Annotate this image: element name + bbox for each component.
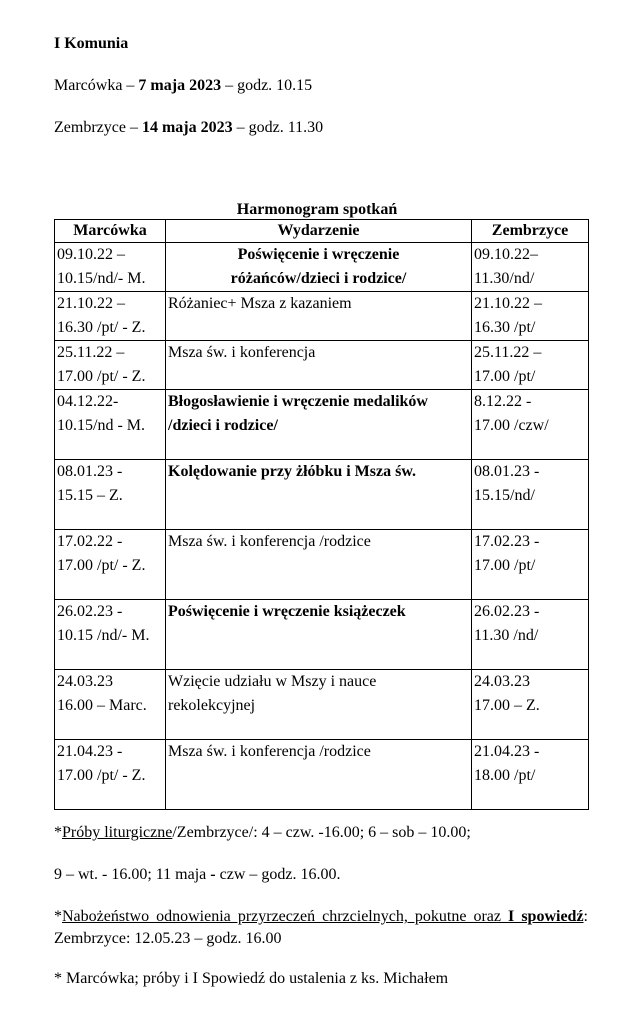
- place-name: Zembrzyce: [54, 119, 126, 136]
- event-cell: Wzięcie udziału w Mszy i nauce rekolekcyjnej: [166, 670, 472, 740]
- document-title: I Komunia: [54, 35, 129, 52]
- separator: –: [122, 77, 139, 94]
- zembrzyce-cell: 08.01.23 - 15.15/nd/: [472, 460, 589, 530]
- table-row: [55, 740, 589, 810]
- marcowka-cell: 09.10.22 – 10.15/nd/- M.: [55, 243, 166, 292]
- communion-date: 7 maja 2023: [138, 77, 222, 94]
- table-row: [55, 530, 589, 600]
- zembrzyce-cell: 09.10.22– 11.30/nd/: [472, 243, 589, 292]
- marcowka-cell: 24.03.23 16.00 – Marc.: [55, 670, 166, 740]
- event-cell: Poświęcenie i wręczenie różańców/dzieci i rodzice/: [166, 243, 472, 292]
- header-event: Wydarzenie: [166, 220, 472, 243]
- communion-time: – godz. 10.15: [221, 77, 313, 94]
- marcowka-cell: 17.02.22 - 17.00 /pt/ - Z.: [55, 530, 166, 600]
- zembrzyce-communion-date: [54, 118, 323, 138]
- event-cell: Poświęcenie i wręczenie książeczek: [166, 600, 472, 670]
- place-name: Marcówka: [54, 77, 123, 94]
- zembrzyce-cell: 21.04.23 - 18.00 /pt/: [472, 740, 589, 810]
- note-liturgical-rehearsals: *Próby liturgiczne/Zembrzyce/: 4 – czw. -16.00; 6 – sob – 10.00;: [54, 824, 471, 841]
- table-row: [55, 292, 589, 341]
- marcowka-cell: 08.01.23 - 15.15 – Z.: [55, 460, 166, 530]
- note-rehearsal-dates: 9 – wt. - 16.00; 11 maja - czw – godz. 16.00.: [54, 866, 341, 883]
- table-row: [55, 243, 589, 292]
- event-cell: Kolędowanie przy żłóbku i Msza św.: [166, 460, 472, 530]
- table-caption: Harmonogram spotkań: [236, 201, 398, 218]
- communion-time: – godz. 11.30: [232, 119, 324, 136]
- event-cell: Błogosławienie i wręczenie medalików /dzieci i rodzice/: [166, 390, 472, 460]
- separator: –: [125, 119, 142, 136]
- zembrzyce-cell: 26.02.23 - 11.30 /nd/: [472, 600, 589, 670]
- zembrzyce-cell: 17.02.23 - 17.00 /pt/: [472, 530, 589, 600]
- event-cell: Msza św. i konferencja: [166, 341, 472, 390]
- table-row: [55, 390, 589, 460]
- marcowka-cell: 25.11.22 – 17.00 /pt/ - Z.: [55, 341, 166, 390]
- table-header-row: [55, 220, 589, 243]
- event-cell: Msza św. i konferencja /rodzice: [166, 530, 472, 600]
- schedule-table: [54, 219, 589, 810]
- marcowka-cell: 21.10.22 – 16.30 /pt/ - Z.: [55, 292, 166, 341]
- header-marcowka: Marcówka: [55, 220, 166, 243]
- marcowka-communion-date: [54, 76, 312, 96]
- marcowka-cell: 26.02.23 - 10.15 /nd/- M.: [55, 600, 166, 670]
- zembrzyce-cell: 8.12.22 - 17.00 /czw/: [472, 390, 589, 460]
- zembrzyce-cell: 21.10.22 – 16.30 /pt/: [472, 292, 589, 341]
- event-cell: Msza św. i konferencja /rodzice: [166, 740, 472, 810]
- event-cell: Różaniec+ Msza z kazaniem: [166, 292, 472, 341]
- marcowka-cell: 21.04.23 - 17.00 /pt/ - Z.: [55, 740, 166, 810]
- table-row: [55, 460, 589, 530]
- header-zembrzyce: Zembrzyce: [472, 220, 589, 243]
- communion-date: 14 maja 2023: [141, 119, 233, 136]
- table-row: [55, 670, 589, 740]
- marcowka-cell: 04.12.22- 10.15/nd - M.: [55, 390, 166, 460]
- table-row: [55, 341, 589, 390]
- zembrzyce-cell: 24.03.23 17.00 – Z.: [472, 670, 589, 740]
- table-row: [55, 600, 589, 670]
- note-marcowka: * Marcówka; próby i I Spowiedź do ustalenia z ks. Michałem: [54, 970, 449, 987]
- zembrzyce-cell: 25.11.22 – 17.00 /pt/: [472, 341, 589, 390]
- note-confession-service: *Nabożeństwo odnowienia przyrzeczeń chrzcielnych, pokutne oraz I spowiedź: Zembrzyce: 12.05.23 – godz. 16.00: [54, 908, 588, 947]
